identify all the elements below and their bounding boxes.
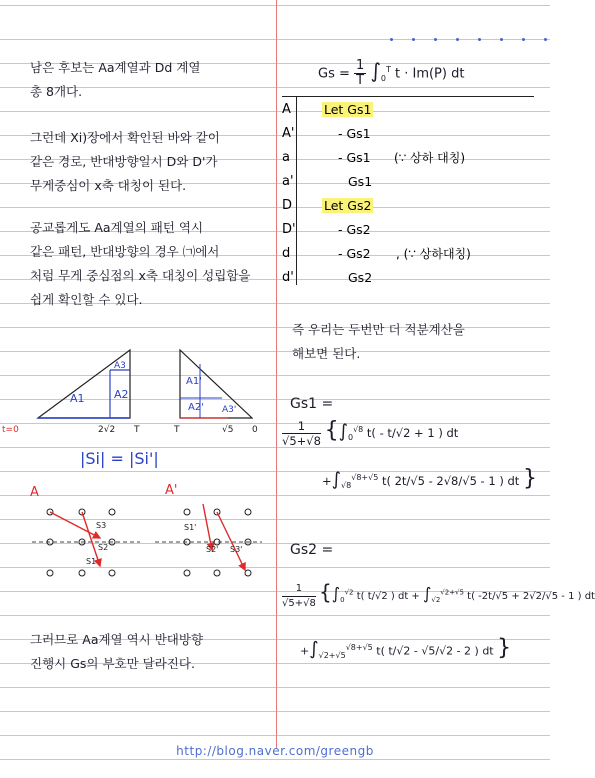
- note-line: 남은 후보는 Aa계열과 Dd 계열: [30, 60, 201, 75]
- triangle-diagram: [0, 340, 276, 480]
- gs2-term1: $\frac{1}{√5+√8}$ {$\int_0^{√2}$ t( t/√2 ) dt + $\int_{√2}^{√2+√5}$ t( -2t/√5 + 2√2/√5 - 1 ) dt: [282, 580, 595, 609]
- notebook-page: 남은 후보는 Aa계열과 Dd 계열 총 8개다. 그런데 Xi)장에서 확인된 바와 같이 같은 경로, 반대방향일시 D와 D'가 무게중심이 x축 대칭이 된다. 공교롭게도 Aa계열의 패턴 역시 같은 패턴, 반대방향의 경우 ㈀에서 처럼 무게 중심점의 x축 대칭이 성립함을 쉽게 확인할 수 있다. A3 A1 A2 t=0 2√2 T A1' A2' A3' T √5 0 |Si| = |Si'| A A' S3 S2 S1 S1' S2' S3' 그러므로 Aa계열 역시 반대방향 진행시 Gs의 부호만 달라진다. Gs = $\frac{1}{T}$ $\int_0^T$ t · Im(P) dt A Let Gs1 A' - Gs1 a - Gs1 (∵ 상하 대칭) a' Gs1 D Let Gs2 D' - Gs2 d - Gs2 , (∵ 상하대칭) d' Gs2 즉 우리는 두번만 더 적분계산을 해보면 된다. Gs1 = $\frac{1}{√5+√8}$ {$\int_0^{√8}$ t( - t/√2 + 1 ) dt $+\int_{√8}^{√8+√5}$ t( 2t/√5 - 2√8/√5 - 1 ) dt } Gs2 = $\frac{1}{√5+√8}$ {$\int_0^{√2}$ t( t/√2 ) dt + $\int_{√2}^{√2+√5}$ t( -2t/√5 + 2√2/√5 - 1 ) dt $+\int_{√2+√5}^{√8+√5}$ t( t/√2 - √5/√2 - 2 ) dt } http://blog.naver.com/greengb: [0, 0, 550, 778]
- table-divider: [296, 97, 297, 285]
- segment-label: S3: [96, 521, 107, 530]
- area-label: A2': [188, 402, 204, 413]
- note-line: 진행시 Gs의 부호만 달라진다.: [30, 656, 195, 671]
- axis-label: t=0: [2, 425, 19, 435]
- note-line: 처럼 무게 중심점의 x축 대칭이 성립함을: [30, 268, 251, 283]
- axis-label: √5: [222, 425, 234, 435]
- blog-url[interactable]: http://blog.naver.com/greengb: [176, 744, 374, 758]
- axis-label: 2√2: [98, 425, 116, 435]
- note-line: 무게중심이 x축 대칭이 된다.: [30, 178, 187, 193]
- margin-line: [276, 0, 277, 748]
- axis-label: T: [174, 425, 180, 435]
- segment-label: S2: [98, 543, 109, 552]
- integrand: t · Im(P) dt: [394, 66, 465, 82]
- gs2-term2: $+\int_{√2+√5}^{√8+√5}$ t( t/√2 - √5/√2 - 2 ) dt }: [300, 635, 512, 661]
- area-label: A3': [222, 405, 237, 415]
- note-line: 그러므로 Aa계열 역시 반대방향: [30, 632, 204, 647]
- axis-label: T: [134, 425, 140, 435]
- gs1-label: Gs1 =: [290, 396, 334, 412]
- path-title: A': [165, 483, 178, 498]
- fraction: $\frac{1}{T}$: [356, 58, 365, 89]
- note-line: 같은 경로, 반대방향일시 D와 D'가: [30, 154, 218, 169]
- segment-label: S1': [184, 523, 197, 532]
- gs2-label: Gs2 =: [290, 542, 334, 558]
- path-title: A: [30, 485, 39, 500]
- gs1-term2: $+\int_{√8}^{√8+√5}$ t( 2t/√5 - 2√8/√5 - 1 ) dt }: [322, 465, 537, 491]
- path-diagram: [0, 480, 276, 590]
- gs-formula: Gs = $\frac{1}{T}$ $\int_0^T$ t · Im(P) dt: [318, 58, 465, 89]
- table-divider: [282, 96, 534, 97]
- gs1-term1: $\frac{1}{√5+√8}$ {$\int_0^{√8}$ t( - t/√2 + 1 ) dt: [282, 417, 459, 448]
- note-line: 즉 우리는 두번만 더 적분계산을: [292, 322, 465, 337]
- note-line: 해보면 된다.: [292, 346, 361, 361]
- segment-label: S2': [206, 545, 219, 554]
- formula-lhs: Gs =: [318, 66, 350, 82]
- axis-label: 0: [252, 425, 258, 435]
- note-line: 총 8개다.: [30, 84, 83, 99]
- segment-label: S1: [86, 557, 97, 566]
- note-line: 쉽게 확인할 수 있다.: [30, 292, 143, 307]
- area-label: A2: [114, 388, 129, 401]
- note-line: 공교롭게도 Aa계열의 패턴 역시: [30, 220, 204, 235]
- segment-label: S3': [230, 545, 243, 554]
- note-line: 그런데 Xi)장에서 확인된 바와 같이: [30, 130, 220, 145]
- area-label: A1': [186, 376, 202, 387]
- integral-sign: ∫: [370, 58, 381, 83]
- note-line: 같은 패턴, 반대방향의 경우 ㈀에서: [30, 244, 220, 259]
- header-dots: [390, 38, 547, 41]
- equal-area-equation: |Si| = |Si'|: [80, 449, 159, 468]
- area-label: A1: [70, 392, 85, 405]
- area-label: A3: [114, 361, 126, 371]
